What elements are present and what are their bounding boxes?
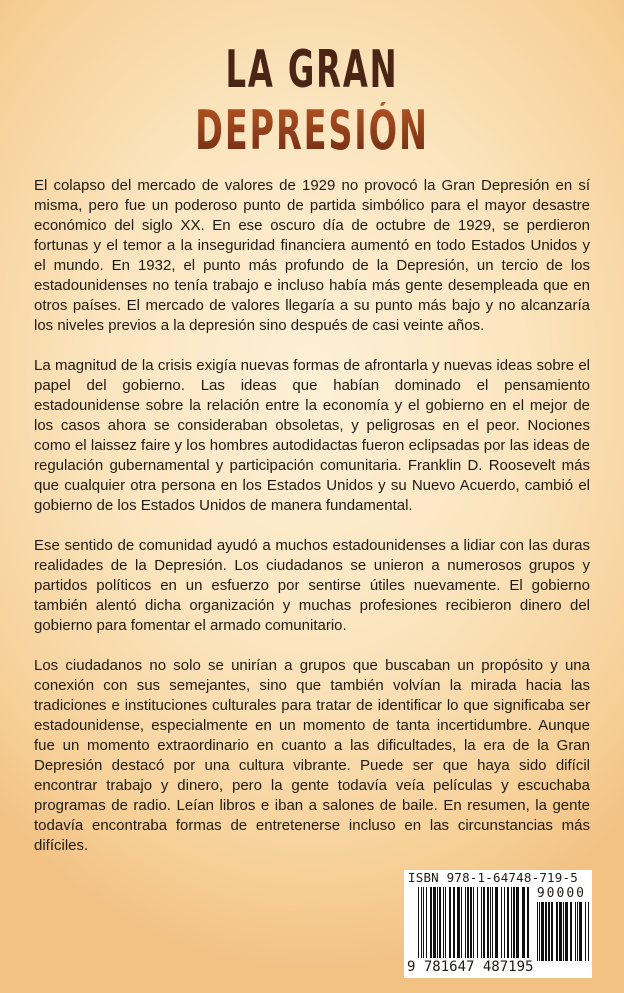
paragraph: Ese sentido de comunidad ayudó a muchos estadounidenses a lidiar con las duras realidades de la Depresión. Los ciudadanos se unieron a numerosos grupos y partidos políticos en un esfuerzo por sentirse útiles nuevamente. El gobierno también alentó dicha organización y muchas profesiones recibieron dinero del gobierno para fomentar el armado comunitario. xyxy=(34,537,590,634)
barcode-bar xyxy=(423,887,424,958)
paragraph: Los ciudadanos no solo se unirían a grupos que buscaban un propósito y una conexión con sus semejantes, sino que también volvían la mirada hacia las tradiciones e instituciones culturales para tratar de identificar lo que significaba ser estadounidense, especialmente en un momento de tanta incertidumbre. Aunque fue un momento extraordinario en cuanto a las dificultades, la era de la Gran Depresión destacó por una cultura vibrante. Puede ser que haya sido difícil encontrar trabajo y dinero, pero la gente todavía veía películas y escuchaba programas de radio. Leían libros e iban a salones de baile. En resumen, la gente todavía encontraba formas de entretenerse incluso en las circunstancias más difíciles. xyxy=(34,657,590,854)
barcode-bar xyxy=(548,902,550,961)
barcode-bar xyxy=(430,887,432,958)
barcode-bar xyxy=(551,902,553,961)
barcode-bar xyxy=(575,902,576,961)
title-line-1: LA GRAN xyxy=(225,40,399,100)
barcode-bar xyxy=(445,887,446,958)
barcode-bar xyxy=(470,887,472,958)
barcode-bar xyxy=(443,887,444,958)
barcode-bar xyxy=(501,887,502,958)
description xyxy=(34,176,590,978)
barcode-bar xyxy=(433,887,436,958)
barcode-bar xyxy=(437,887,438,958)
barcode-bar xyxy=(565,902,568,961)
barcode-bar xyxy=(495,887,498,958)
isbn-text: ISBN 978-1-64748-719-5 xyxy=(408,870,578,885)
barcode-bar xyxy=(483,887,485,958)
barcode-bar xyxy=(570,902,572,961)
paragraph: El colapso del mercado de valores de 1929 no provocó la Gran Depresión en sí misma, pero fue un poderoso punto de partida simbólico para el mayor desastre económico del siglo XX. En ese oscuro día de octubre de 1929, se perdieron fortunas y el temor a la inseguridad financiera aumentó en todo Estados Unidos y el mundo. En 1932, el punto más profundo de la Depresión, un tercio de los estadounidenses no tenía trabajo e incluso había más gente desempleada que en otros países. El mercado de valores llegaría a su punto más bajo y no alcanzaría los niveles previos a la depresión sino después de casi veinte años. xyxy=(34,177,590,334)
barcode-bar xyxy=(465,887,466,958)
barcode-bar xyxy=(559,902,562,961)
barcode-bar xyxy=(579,902,582,961)
paragraph: La magnitud de la crisis exigía nuevas formas de afrontarla y nuevas ideas sobre el papel del gobierno. Las ideas que habían dominado el pensamiento estadounidense sobre la relación entre la economía y el gobierno en el mejor de los casos ahora se consideraban obsoletas, y peligrosas en el peor. Nociones como el laissez faire y los hombres autodidactas fueron eclipsadas por las ideas de regulación gubernamental y participación comunitaria. Franklin D. Roosevelt más que cualquier otra persona en los Estados Unidos y su Nuevo Acuerdo, cambió el gobierno de los Estados Unidos de manera fundamental. xyxy=(34,357,590,514)
title-line-2: DEPRESIÓN xyxy=(119,102,506,160)
barcode-bar xyxy=(539,902,540,961)
barcode-bar xyxy=(577,902,578,961)
barcode-bar xyxy=(449,887,451,958)
barcode-bar xyxy=(439,887,441,958)
barcode-bar xyxy=(418,887,419,958)
barcode-bar xyxy=(511,887,512,958)
barcode-bar xyxy=(537,902,538,961)
barcode-bar xyxy=(481,887,482,958)
barcode-bar xyxy=(461,887,462,958)
barcode-bar xyxy=(513,887,515,958)
barcode-bar xyxy=(516,887,519,958)
isbn-barcode xyxy=(404,870,592,978)
barcode-bar xyxy=(541,902,544,961)
barcode-bar xyxy=(421,887,422,958)
barcode-bar xyxy=(588,902,589,961)
barcode-number: 9 781647 487195 xyxy=(407,959,534,975)
barcode-bar xyxy=(467,887,469,958)
barcode-bar xyxy=(477,887,478,958)
barcode-bar xyxy=(504,887,505,958)
barcode-bar xyxy=(490,887,491,958)
barcode-bar xyxy=(563,902,564,961)
barcode-bar xyxy=(492,887,493,958)
barcode-bar xyxy=(487,887,489,958)
barcode-bar xyxy=(527,887,529,958)
barcode-bar xyxy=(507,887,509,958)
barcode-bar xyxy=(426,887,427,958)
barcode-bar xyxy=(556,902,558,961)
barcode-bar xyxy=(585,902,586,961)
price-code: 90000 xyxy=(536,886,586,901)
barcode-bar xyxy=(473,887,474,958)
barcode-bar xyxy=(453,887,455,958)
barcode-bar xyxy=(545,902,547,961)
barcode-bar xyxy=(457,887,460,958)
barcode-bar xyxy=(522,887,525,958)
